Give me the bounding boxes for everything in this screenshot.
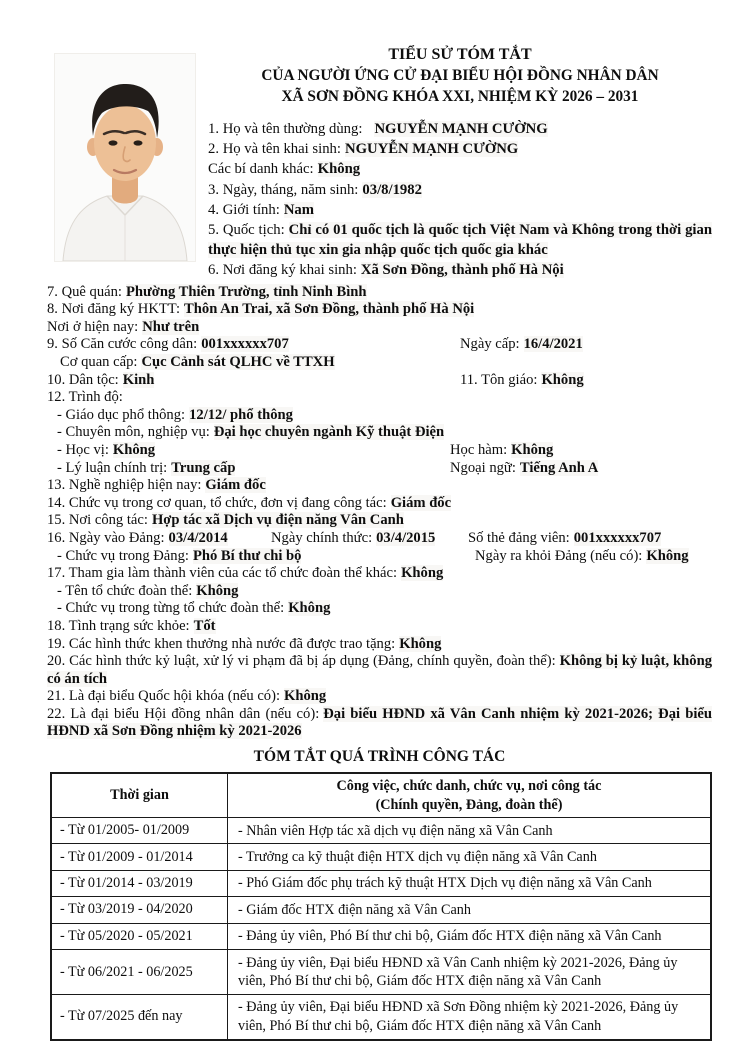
career-col-job-header xyxy=(228,773,712,818)
field-label: Nơi ở hiện nay: xyxy=(47,318,139,335)
field-label: - Chức vụ trong Đảng: xyxy=(57,547,189,564)
field-party-leave-date xyxy=(475,548,689,566)
field-birth-name xyxy=(208,139,712,159)
field-political-theory xyxy=(47,460,712,478)
career-time: - Từ 05/2020 - 05/2021 xyxy=(51,923,228,949)
career-row xyxy=(51,994,711,1039)
field-value: Xã Sơn Đồng, thành phố Hà Nội xyxy=(360,262,564,279)
career-time: - Từ 01/2009 - 01/2014 xyxy=(51,844,228,870)
field-health-status xyxy=(47,618,712,636)
document-header xyxy=(47,44,712,281)
field-value: Cục Cảnh sát QLHC về TTXH xyxy=(141,354,335,370)
field-id-number xyxy=(47,336,712,354)
career-job: - Trưởng ca kỹ thuật điện HTX dịch vụ điện năng xã Vân Canh xyxy=(228,844,712,870)
field-position xyxy=(47,495,712,513)
career-job: - Phó Giám đốc phụ trách kỹ thuật HTX Dịch vụ điện năng xã Vân Canh xyxy=(228,870,712,896)
field-label: Ngày ra khỏi Đảng (nếu có): xyxy=(475,547,643,564)
field-organization-name xyxy=(47,583,712,601)
field-label: 15. Nơi công tác: xyxy=(47,512,148,529)
field-label: - Học vị: xyxy=(57,441,109,458)
career-col-time-header: Thời gian xyxy=(51,773,228,818)
field-label: - Giáo dục phổ thông: xyxy=(57,406,186,423)
field-degree xyxy=(47,442,712,460)
field-label: Số thẻ đảng viên: xyxy=(468,529,570,546)
field-party-official-date xyxy=(271,530,435,548)
field-value: 03/4/2014 xyxy=(168,529,228,546)
field-value: 16/4/2021 xyxy=(523,336,583,353)
field-religion xyxy=(460,372,584,390)
career-col-job-header-line2: (Chính quyền, Đảng, đoàn thể) xyxy=(375,796,563,813)
field-foreign-language xyxy=(450,460,598,478)
career-col-job-header-line1: Công việc, chức danh, chức vụ, nơi công tác xyxy=(336,778,602,795)
field-label: 4. Giới tính: xyxy=(208,201,280,218)
field-value: Không xyxy=(401,565,444,582)
field-label: Ngoại ngữ: xyxy=(450,459,516,476)
field-id-issuer xyxy=(47,354,712,372)
field-value: Không xyxy=(288,600,331,617)
field-party-card-number xyxy=(468,530,661,548)
field-professional-education xyxy=(47,424,712,442)
field-value: NGUYỄN MẠNH CƯỜNG xyxy=(374,121,548,137)
field-party-join-date xyxy=(47,530,712,548)
field-label: - Chức vụ trong từng tổ chức đoàn thể: xyxy=(57,600,285,617)
field-label: Ngày cấp: xyxy=(460,336,520,353)
career-job: - Giám đốc HTX điện năng xã Vân Canh xyxy=(228,897,712,923)
field-label: 5. Quốc tịch: xyxy=(208,222,285,239)
title-line-1: TIỂU SỬ TÓM TẮT xyxy=(388,46,532,63)
field-academic-title xyxy=(450,442,553,460)
field-label: 12. Trình độ: xyxy=(47,389,123,406)
field-label: Cơ quan cấp: xyxy=(60,354,138,370)
field-value: Tốt xyxy=(193,617,216,634)
field-current-occupation xyxy=(47,477,712,495)
career-job: - Đảng ủy viên, Phó Bí thư chi bộ, Giám đốc HTX điện năng xã Vân Canh xyxy=(228,923,712,949)
career-row xyxy=(51,897,711,923)
field-label: 19. Các hình thức khen thưởng nhà nước đã được trao tặng: xyxy=(47,635,396,652)
career-job: - Đảng ủy viên, Đại biểu HĐND xã Sơn Đồng nhiệm kỳ 2021-2026, Đảng ủy viên, Phó Bí thư chi bộ, Giám đốc HTX điện năng xã Vân Canh xyxy=(228,994,712,1039)
document-title xyxy=(208,44,712,107)
field-label: 9. Số Căn cước công dân: xyxy=(47,336,198,353)
field-label: 21. Là đại biểu Quốc hội khóa (nếu có): xyxy=(47,688,281,705)
field-label: Học hàm: xyxy=(450,441,508,458)
field-label: - Chuyên môn, nghiệp vụ: xyxy=(57,424,210,441)
field-state-awards xyxy=(47,636,712,654)
field-value: Đại học chuyên ngành Kỹ thuật Điện xyxy=(213,424,445,441)
field-value: Trung cấp xyxy=(171,459,236,476)
career-table xyxy=(50,772,712,1041)
field-birth-registration xyxy=(208,260,712,280)
field-value: 03/8/1982 xyxy=(362,181,422,198)
field-label: 11. Tôn giáo: xyxy=(460,371,538,388)
field-organization-position xyxy=(47,600,712,618)
field-peoples-council xyxy=(47,706,712,741)
title-line-3: XÃ SƠN ĐỒNG KHÓA XXI, NHIỆM KỲ 2026 – 2031 xyxy=(281,88,639,105)
career-time: - Từ 03/2019 - 04/2020 xyxy=(51,897,228,923)
field-value: Không xyxy=(112,441,156,458)
field-label: 13. Nghề nghiệp hiện nay: xyxy=(47,477,202,494)
field-label: 18. Tình trạng sức khỏe: xyxy=(47,617,190,634)
career-time: - Từ 06/2021 - 06/2025 xyxy=(51,950,228,995)
field-value: Tiếng Anh A xyxy=(519,459,599,476)
career-job: - Nhân viên Hợp tác xã dịch vụ điện năng xã Vân Canh xyxy=(228,818,712,844)
field-label: 17. Tham gia làm thành viên của các tổ chức đoàn thể khác: xyxy=(47,565,398,582)
field-value: Không xyxy=(196,582,239,599)
field-value: 12/12/ phổ thông xyxy=(189,406,293,423)
field-value: 03/4/2015 xyxy=(376,529,436,546)
field-value: Giám đốc xyxy=(205,477,266,494)
field-label: 3. Ngày, tháng, năm sinh: xyxy=(208,181,359,198)
field-hometown xyxy=(47,284,712,302)
field-value: Giám đốc xyxy=(390,494,452,511)
field-value: Hợp tác xã Dịch vụ điện năng Vân Canh xyxy=(151,512,404,529)
field-label: 6. Nơi đăng ký khai sinh: xyxy=(208,262,357,279)
career-section-title: TÓM TẮT QUÁ TRÌNH CÔNG TÁC xyxy=(253,748,506,766)
field-birth-date xyxy=(208,180,712,200)
field-value: Đại biểu HĐND xã Vân Canh nhiệm kỳ 2021-2026; Đại biểu HĐND xã Sơn Đồng nhiệm kỳ 2021-2026 xyxy=(47,705,712,740)
field-label: 20. Các hình thức kỷ luật, xử lý vi phạm đã bị áp dụng (Đảng, chính quyền, đoàn thể): xyxy=(47,653,556,670)
field-value: NGUYỄN MẠNH CƯỜNG xyxy=(344,141,519,158)
field-label: 1. Họ và tên thường dùng: xyxy=(208,121,363,137)
career-row xyxy=(51,844,711,870)
field-current-residence xyxy=(47,319,712,337)
field-value: Không xyxy=(541,371,584,388)
field-label: 22. Là đại biểu Hội đồng nhân dân (nếu có): xyxy=(47,705,320,722)
field-disciplinary-actions xyxy=(47,653,712,688)
field-label: 14. Chức vụ trong cơ quan, tổ chức, đơn vị đang công tác: xyxy=(47,494,387,511)
field-label: 16. Ngày vào Đảng: xyxy=(47,529,165,546)
field-value: Không xyxy=(646,547,689,564)
field-label: 8. Nơi đăng ký HKTT: xyxy=(47,301,181,318)
career-time: - Từ 01/2005- 01/2009 xyxy=(51,818,228,844)
field-national-assembly xyxy=(47,688,712,706)
field-value: Không bị kỷ luật, không có án tích xyxy=(47,653,712,687)
field-label: 10. Dân tộc: xyxy=(47,371,119,388)
career-table-header-row xyxy=(51,773,711,818)
field-label: Các bí danh khác: xyxy=(208,161,314,178)
field-value: Như trên xyxy=(142,318,200,335)
field-workplace xyxy=(47,512,712,530)
field-id-issue-date xyxy=(460,336,583,354)
field-value: Không xyxy=(399,635,442,652)
career-row xyxy=(51,870,711,896)
header-right-column xyxy=(208,44,712,281)
title-line-2: CỦA NGƯỜI ỨNG CỬ ĐẠI BIỂU HỘI ĐỒNG NHÂN DÂN xyxy=(261,67,659,84)
field-label: - Tên tổ chức đoàn thể: xyxy=(57,582,193,599)
field-organization-membership xyxy=(47,565,712,583)
field-value: Nam xyxy=(283,201,315,218)
field-full-name xyxy=(208,119,712,139)
field-general-education xyxy=(47,407,712,425)
field-value: 001xxxxxx707 xyxy=(201,336,289,353)
field-education-heading xyxy=(47,389,712,407)
field-party-position xyxy=(47,548,712,566)
field-label: Ngày chính thức: xyxy=(271,529,373,546)
candidate-photo xyxy=(55,54,195,261)
career-row xyxy=(51,818,711,844)
career-time: - Từ 01/2014 - 03/2019 xyxy=(51,870,228,896)
career-row xyxy=(51,950,711,995)
field-value: Không xyxy=(317,161,361,178)
personal-info-top xyxy=(208,119,712,281)
field-ethnicity xyxy=(47,372,712,390)
career-job: - Đảng ủy viên, Đại biểu HĐND xã Vân Canh nhiệm kỳ 2021-2026, Đảng ủy viên, Phó Bí thư chi bộ, Giám đốc HTX điện năng xã Vân Canh xyxy=(228,950,712,995)
field-label: - Lý luận chính trị: xyxy=(57,459,168,476)
field-value: Thôn An Trai, xã Sơn Đồng, thành phố Hà Nội xyxy=(184,301,475,318)
field-nationality xyxy=(208,220,712,260)
career-row xyxy=(51,923,711,949)
field-gender xyxy=(208,200,712,220)
field-residence-registration xyxy=(47,301,712,319)
personal-info-main xyxy=(47,284,712,741)
career-time: - Từ 07/2025 đến nay xyxy=(51,994,228,1039)
field-value: Phường Thiên Trường, tỉnh Ninh Bình xyxy=(125,283,367,300)
field-value: 001xxxxxx707 xyxy=(573,529,662,546)
field-value: Không xyxy=(511,441,554,458)
field-value: Không xyxy=(284,688,327,705)
field-value: Kinh xyxy=(122,371,155,388)
field-label: 7. Quê quán: xyxy=(47,283,122,300)
portrait-illustration xyxy=(55,54,195,261)
field-aliases xyxy=(208,159,712,179)
field-label: 2. Họ và tên khai sinh: xyxy=(208,141,341,158)
field-value: Chỉ có 01 quốc tịch là quốc tịch Việt Nam và Không trong thời gian thực hiện thủ tục xin gia nhập quốc tịch quốc gia khác xyxy=(208,222,712,259)
field-value: Phó Bí thư chi bộ xyxy=(192,547,302,564)
